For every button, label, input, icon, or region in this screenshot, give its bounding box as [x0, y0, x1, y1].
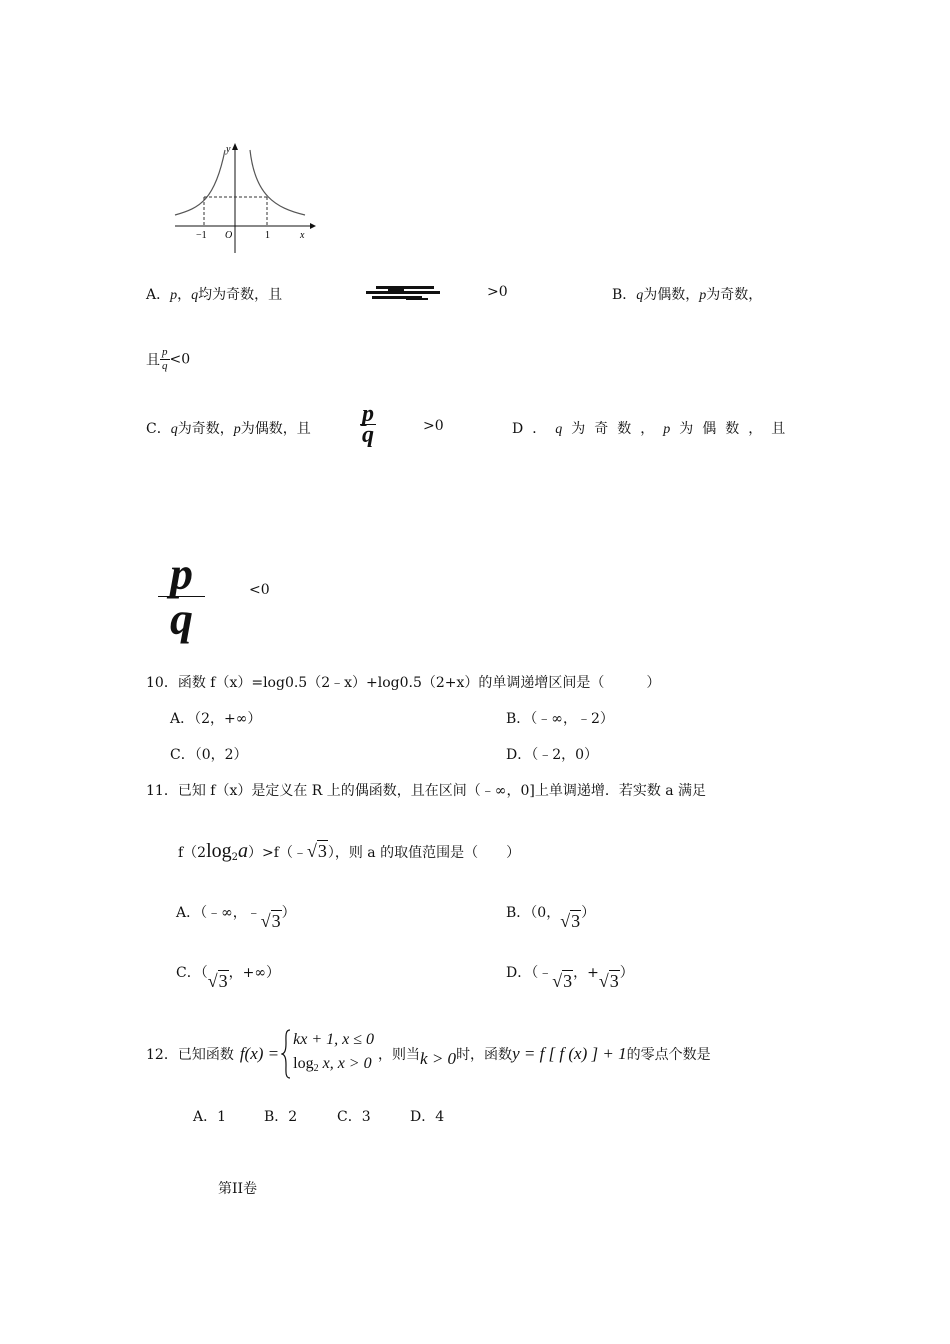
q11-cond-sqrt: √3 [306, 841, 327, 861]
q9c-prefix: C． [146, 421, 171, 437]
q11c-sqrt: √3 [207, 971, 228, 991]
q9d-text2: 为偶数，且 [679, 421, 795, 437]
q11d-rad: 3 [563, 971, 573, 991]
q9b-cont-text: 且 [146, 352, 160, 369]
graph-x-label: x [300, 230, 305, 241]
q12-cond: k > 0 [420, 1049, 457, 1068]
q11a-sqrt: √3 [260, 911, 281, 931]
q9b-q: q [636, 288, 644, 303]
q10-stem: 10．函数 f（x）=log0.5（2﹣x）+log0.5（2+x）的单调递增区间是（ ） [146, 675, 661, 691]
q9b-p: p [699, 288, 707, 303]
q9-option-b[interactable] [612, 284, 762, 304]
q11b-sqrt: √3 [560, 911, 581, 931]
q11-option-c[interactable] [176, 962, 280, 992]
q11b-post: ） [581, 905, 596, 921]
q11-cond-arg: a [238, 840, 249, 862]
q9c-frac-den: q [362, 422, 374, 448]
q10-option-d[interactable]: D．（﹣2，0） [506, 747, 599, 763]
function-graph [170, 140, 320, 260]
q11c-rad: 3 [218, 971, 228, 991]
q12-fx: f(x) = [239, 1044, 280, 1063]
q9-option-c[interactable] [146, 418, 311, 438]
q9b-fraction [160, 346, 170, 373]
q9b-frac-den: q [162, 360, 168, 372]
q9b-text1: 为偶数， [643, 287, 700, 303]
q12-expr: y = f [ f (x) ] + 1 [512, 1044, 627, 1063]
q11a-pre: A．（﹣∞，﹣ [176, 905, 261, 921]
q12-mid: ，则当 [378, 1047, 421, 1063]
q9-option-a[interactable] [146, 284, 282, 304]
q9a-garbled-fraction [362, 283, 444, 303]
q9a-text: 均为奇数，且 [198, 287, 283, 303]
q11-cond-base: 2 [231, 852, 239, 863]
q9d-fraction [158, 548, 205, 644]
graph-origin-label: O [225, 230, 233, 241]
q12-case2-log: log [293, 1054, 314, 1072]
q9b-prefix: B． [612, 287, 637, 303]
q9b-text2: 为奇数， [706, 287, 763, 303]
q9a-relation: >0 [487, 284, 508, 300]
q11a-rad: 3 [271, 911, 281, 931]
graph-tick-pos1: 1 [265, 230, 270, 241]
q11d-rad2: 3 [609, 971, 619, 991]
q9c-relation: >0 [423, 418, 444, 434]
q9d-prefix: D． [512, 421, 556, 437]
q9c-p: p [233, 422, 241, 437]
graph-tick-neg1: −1 [196, 230, 207, 241]
q11d-mid: ，+ [573, 965, 599, 981]
q11-cond-pre: f（2 [178, 845, 207, 861]
q9a-q: q [191, 288, 199, 303]
q9c-text2: 为偶数，且 [240, 421, 311, 437]
q11-cond-mid: ）>f（﹣ [248, 845, 307, 861]
q9d-p: p [663, 422, 680, 437]
section-title: 第II卷 [218, 1181, 258, 1197]
q11d-pre: D．（﹣ [506, 965, 553, 981]
q10-option-c[interactable]: C．（0，2） [170, 747, 248, 763]
q12-post: 的零点个数是 [626, 1047, 711, 1063]
q9d-relation: <0 [249, 582, 270, 598]
q12-brace [281, 1029, 291, 1079]
q9a-prefix: A． [146, 287, 171, 303]
q11-condition [178, 840, 520, 863]
q12-option-d[interactable]: D．4 [410, 1109, 445, 1125]
q11b-rad: 3 [571, 911, 581, 931]
q9b-cont-rel: <0 [169, 351, 191, 368]
q11c-pre: C．（ [176, 965, 208, 981]
q12-stem-pre: 12．已知函数 [146, 1047, 234, 1063]
q9d-frac-den: q [170, 593, 193, 644]
q12-option-a[interactable]: A．1 [193, 1109, 227, 1125]
q9-option-b-cont [146, 346, 190, 373]
q11a-post: ） [281, 905, 296, 921]
q11-cond-rad: 3 [317, 841, 327, 861]
q11d-post: ） [619, 965, 634, 981]
graph-y-label: y [226, 144, 231, 155]
q9c-q: q [170, 422, 178, 437]
q11-option-b[interactable] [506, 902, 595, 932]
q9a-comma: ， [177, 287, 192, 303]
q9d-text1: 为奇数， [571, 421, 664, 437]
q12-stem [146, 1026, 711, 1082]
q9-option-d[interactable] [512, 418, 794, 438]
q11d-sqrt2: √3 [598, 971, 619, 991]
q9c-frac-num: p [362, 401, 374, 427]
q9d-frac-num: p [158, 552, 205, 597]
q11-stem: 11．已知 f（x）是定义在 R 上的偶函数，且在区间（﹣∞，0]上单调递增．若实数 a 满足 [146, 783, 707, 799]
q9a-p: p [170, 288, 178, 303]
q10-option-a[interactable]: A．（2，+∞） [170, 711, 262, 727]
q11c-post: ，+∞） [228, 965, 281, 981]
q9d-q: q [555, 422, 572, 437]
q12-case1: kx + 1, x ≤ 0 [293, 1030, 375, 1048]
q11-option-d[interactable] [506, 962, 634, 992]
q12-case2-base: 2 [313, 1062, 319, 1074]
q11d-sqrt: √3 [552, 971, 573, 991]
q9b-frac-num: p [162, 346, 168, 358]
q10-option-b[interactable]: B．（﹣∞，﹣2） [506, 711, 614, 727]
q9c-text1: 为奇数， [177, 421, 234, 437]
q11-option-a[interactable] [176, 902, 296, 932]
q12-option-b[interactable]: B．2 [264, 1109, 298, 1125]
q11b-pre: B．（0， [506, 905, 561, 921]
q11-cond-log: log [206, 840, 232, 862]
q11-cond-post: ），则 a 的取值范围是（ ） [327, 845, 521, 861]
q12-case2-rest: x, x > 0 [322, 1054, 372, 1072]
q9c-fraction [360, 401, 376, 448]
q12-mid2: 时，函数 [456, 1047, 513, 1063]
q12-option-c[interactable]: C．3 [337, 1109, 371, 1125]
